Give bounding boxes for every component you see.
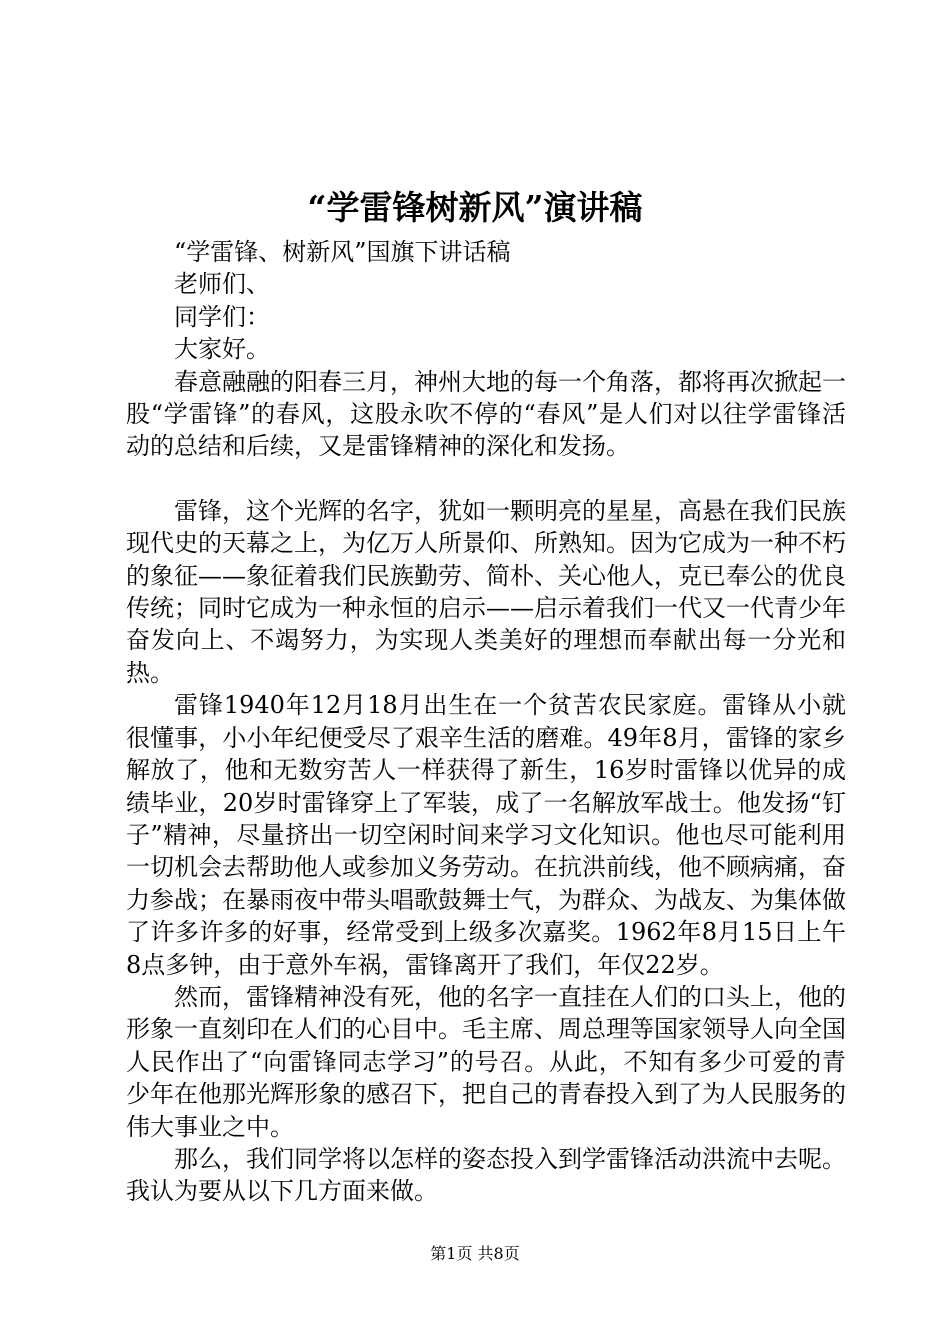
- paragraph-how-to-learn: 那么，我们同学将以怎样的姿态投入到学雷锋活动洪流中去呢。我认为要从以下几方面来做。: [126, 1144, 846, 1206]
- paragraph-leifeng-spirit: 然而，雷锋精神没有死，他的名字一直挂在人们的口头上，他的形象一直刻印在人们的心目中。毛主席、周总理等国家领导人向全国人民作出了“向雷锋同志学习”的号召。从此，不知有多少可爱的青少年在他那光辉形象的感召下，把自己的青春投入到了为人民服务的伟大事业之中。: [126, 982, 846, 1141]
- paragraph-hello: 大家好。: [174, 335, 270, 364]
- paragraph-leifeng-name: 雷锋，这个光辉的名字，犹如一颗明亮的星星，高悬在我们民族现代史的天幕之上，为亿万人所景仰、所熟知。因为它成为一种不朽的象征——象征着我们民族勤劳、简朴、关心他人，克已奉公的优良传统；同时它成为一种永恒的启示——启示着我们一代又一代青少年奋发向上、不竭努力，为实现人类美好的理想而奉献出每一分光和热。: [126, 496, 846, 687]
- paragraph-subtitle: “学雷锋、树新风”国旗下讲话稿: [174, 238, 511, 266]
- paragraph-leifeng-life: 雷锋1940年12月18月出生在一个贫苦农民家庭。雷锋从小就很懂事，小小年纪便受尽了艰辛生活的磨难。49年8月，雷锋的家乡解放了，他和无数穷苦人一样获得了新生，16岁时雷锋以优异的成绩毕业，20岁时雷锋穿上了军装，成了一名解放军战士。他发扬“钉子”精神，尽量挤出一切空闲时间来学习文化知识。他也尽可能利用一切机会去帮助他人或参加义务劳动。在抗洪前线，他不顾病痛，奋力参战；在暴雨夜中带头唱歌鼓舞士气，为群众、为战友、为集体做了许多许多的好事，经常受到上级多次嘉奖。1962年8月15日上午8点多钟，由于意外车祸，雷锋离开了我们，年仅22岁。: [126, 691, 846, 979]
- document-title: “学雷锋树新风”演讲稿: [307, 188, 643, 227]
- paragraph-spring: 春意融融的阳春三月，神州大地的每一个角落，都将再次掀起一股“学雷锋”的春风，这股永吹不停的“春风”是人们对以往学雷锋活动的总结和后续，又是雷锋精神的深化和发扬。: [126, 367, 846, 461]
- document-body: [126, 236, 846, 1208]
- page-footer: 第1页 共8页: [430, 1244, 520, 1263]
- paragraph-greeting-students: 同学们：: [174, 302, 270, 331]
- paragraph-greeting-teachers: 老师们、: [174, 270, 270, 299]
